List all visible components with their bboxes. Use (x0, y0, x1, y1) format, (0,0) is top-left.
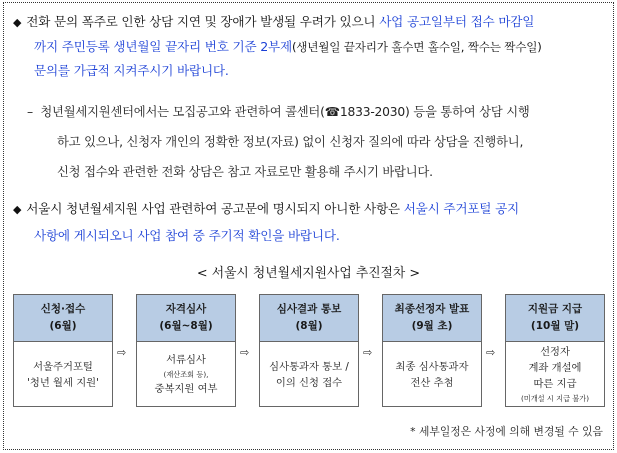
step-header (506, 295, 604, 342)
notice-paragraph-call-schedule (13, 10, 542, 83)
step-desc: 선정자 (540, 346, 570, 358)
step-desc: 최종 심사통과자 (395, 360, 469, 373)
paragraph1-line2-highlight: 까지 주민등록 생년월일 끝자리 번호 기준 2부제 (34, 39, 292, 54)
dash-bullet: – (27, 105, 33, 119)
step-body (506, 342, 604, 407)
arrow-right-icon: ⇨ (117, 346, 127, 359)
subparagraph-line2: 하고 있으나, 신청자 개인의 정확한 정보(자료) 없이 신청자 질의에 따라 상담을 진행하니, (57, 135, 524, 149)
subparagraph-line1: 청년월세지원센터에서는 모집공고와 관련하여 콜센터(☎1833-2030) 등을 통하여 상담 시행 (40, 105, 530, 119)
paragraph2-line2-highlight: 사항에 게시되오니 사업 참여 중 주기적 확인을 바랍니다. (34, 228, 340, 243)
step-note: (미개설 시 지급 불가) (520, 394, 589, 403)
step-desc: 심사통과자 통보 / (269, 360, 349, 373)
arrow-right-icon: ⇨ (240, 346, 250, 359)
subparagraph-line3: 신청 접수와 관련한 전화 상담은 참고 자료로만 활용해 주시기 바랍니다. (57, 165, 433, 179)
step-desc: 중복지원 여부 (154, 383, 218, 395)
diamond-bullet-icon: ◆ (13, 16, 22, 29)
step-header (137, 295, 235, 342)
process-step-result-notice (259, 294, 359, 407)
step-desc: 계좌 개설에 (528, 362, 582, 374)
paragraph2-line1-highlight: 서울시 주거포털 공지 (403, 201, 519, 216)
step-header (14, 295, 112, 342)
step-desc: 서류심사 (166, 354, 206, 366)
paragraph1-line1-text: 전화 문의 폭주로 인한 상담 지연 및 장애가 발생될 우려가 있으니 (26, 14, 380, 29)
step-desc: 이의 신청 접수 (275, 376, 343, 389)
process-step-payment (505, 294, 605, 407)
step-desc: '청년 월세 지원' (27, 376, 99, 389)
process-step-qualification (136, 294, 236, 407)
step-desc: 따른 지급 (533, 378, 577, 390)
process-step-final-announcement (382, 294, 482, 407)
paragraph1-line1-highlight: 사업 공고일부터 접수 마감일 (379, 14, 535, 29)
step-header (383, 295, 481, 342)
arrow-right-icon: ⇨ (486, 346, 496, 359)
step-body (260, 342, 358, 407)
paragraph1-line2-note: (생년월일 끝자리가 홀수면 홀수일, 짝수는 짝수일) (291, 40, 542, 54)
step-title: 자격심사 (165, 303, 207, 315)
step-body (383, 342, 481, 407)
diamond-bullet-icon: ◆ (13, 203, 22, 216)
step-header (260, 295, 358, 342)
process-title: < 서울시 청년월세지원사업 추진절차 > (196, 266, 421, 281)
step-note: (재산조회 등), (163, 370, 209, 379)
notice-subparagraph-callcenter (27, 97, 530, 187)
notice-paragraph-portal (13, 196, 519, 249)
step-period: (10월 말) (530, 320, 580, 332)
arrow-right-icon: ⇨ (363, 346, 373, 359)
paragraph1-line3-highlight: 문의를 가급적 지켜주시기 바랍니다. (34, 63, 229, 78)
step-desc: 서울주거포털 (33, 360, 93, 373)
step-title: 심사결과 통보 (276, 303, 342, 315)
step-period: (6월) (49, 320, 77, 332)
step-desc: 전산 추첨 (410, 376, 454, 389)
step-body (14, 342, 112, 407)
process-step-application (13, 294, 113, 407)
step-period: (9월 초) (411, 320, 453, 332)
paragraph2-line1-text: 서울시 청년월세지원 사업 관련하여 공고문에 명시되지 아니한 사항은 (26, 201, 404, 216)
step-title: 최종선정자 발표 (394, 303, 470, 315)
schedule-footnote: * 세부일정은 사정에 의해 변경될 수 있음 (410, 425, 603, 438)
step-title: 신청·접수 (40, 303, 86, 315)
step-period: (8월) (295, 320, 323, 332)
step-body (137, 342, 235, 407)
step-title: 지원금 지급 (527, 303, 583, 315)
step-period: (6월~8월) (159, 320, 213, 332)
